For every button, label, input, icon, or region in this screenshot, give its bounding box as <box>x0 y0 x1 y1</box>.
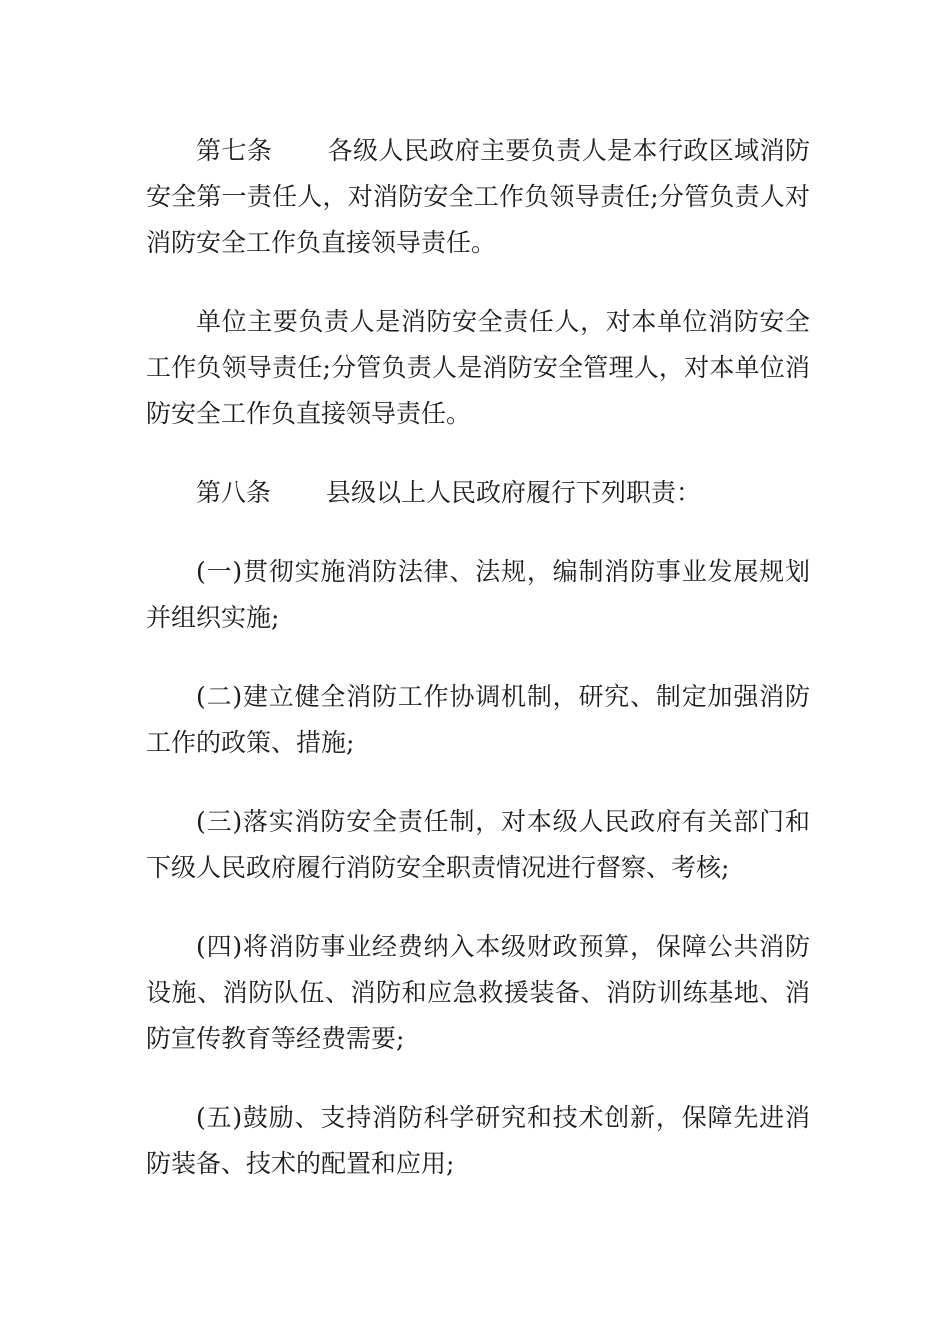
article-7-label: 第七条 <box>196 136 273 165</box>
article-8-label: 第八条 <box>196 478 272 507</box>
duty-item-2: (二)建立健全消防工作协调机制，研究、制定加强消防工作的政策、措施; <box>146 682 810 757</box>
duty-item-3: (三)落实消防安全责任制，对本级人民政府有关部门和下级人民政府履行消防安全职责情况进行督察、考核; <box>146 807 810 882</box>
document-page <box>146 128 810 1220</box>
duty-item-4: (四)将消防事业经费纳入本级财政预算，保障公共消防设施、消防队伍、消防和应急救援装备、消防训练基地、消防宣传教育等经费需要; <box>146 932 810 1053</box>
article-7-text: 各级人民政府主要负责人是本行政区域消防安全第一责任人，对消防安全工作负领导责任;分管负责人对消防安全工作负直接领导责任。 <box>146 136 810 257</box>
article-8-paragraph <box>146 470 810 516</box>
article-7-paragraph <box>146 128 810 266</box>
unit-responsibility-paragraph: 单位主要负责人是消防安全责任人，对本单位消防安全工作负领导责任;分管负责人是消防安全管理人，对本单位消防安全工作负直接领导责任。 <box>146 307 810 428</box>
duty-item-5: (五)鼓励、支持消防科学研究和技术创新，保障先进消防装备、技术的配置和应用; <box>146 1103 810 1178</box>
duty-item-1: (一)贯彻实施消防法律、法规，编制消防事业发展规划并组织实施; <box>146 557 810 632</box>
article-8-text: 县级以上人民政府履行下列职责： <box>326 478 702 507</box>
